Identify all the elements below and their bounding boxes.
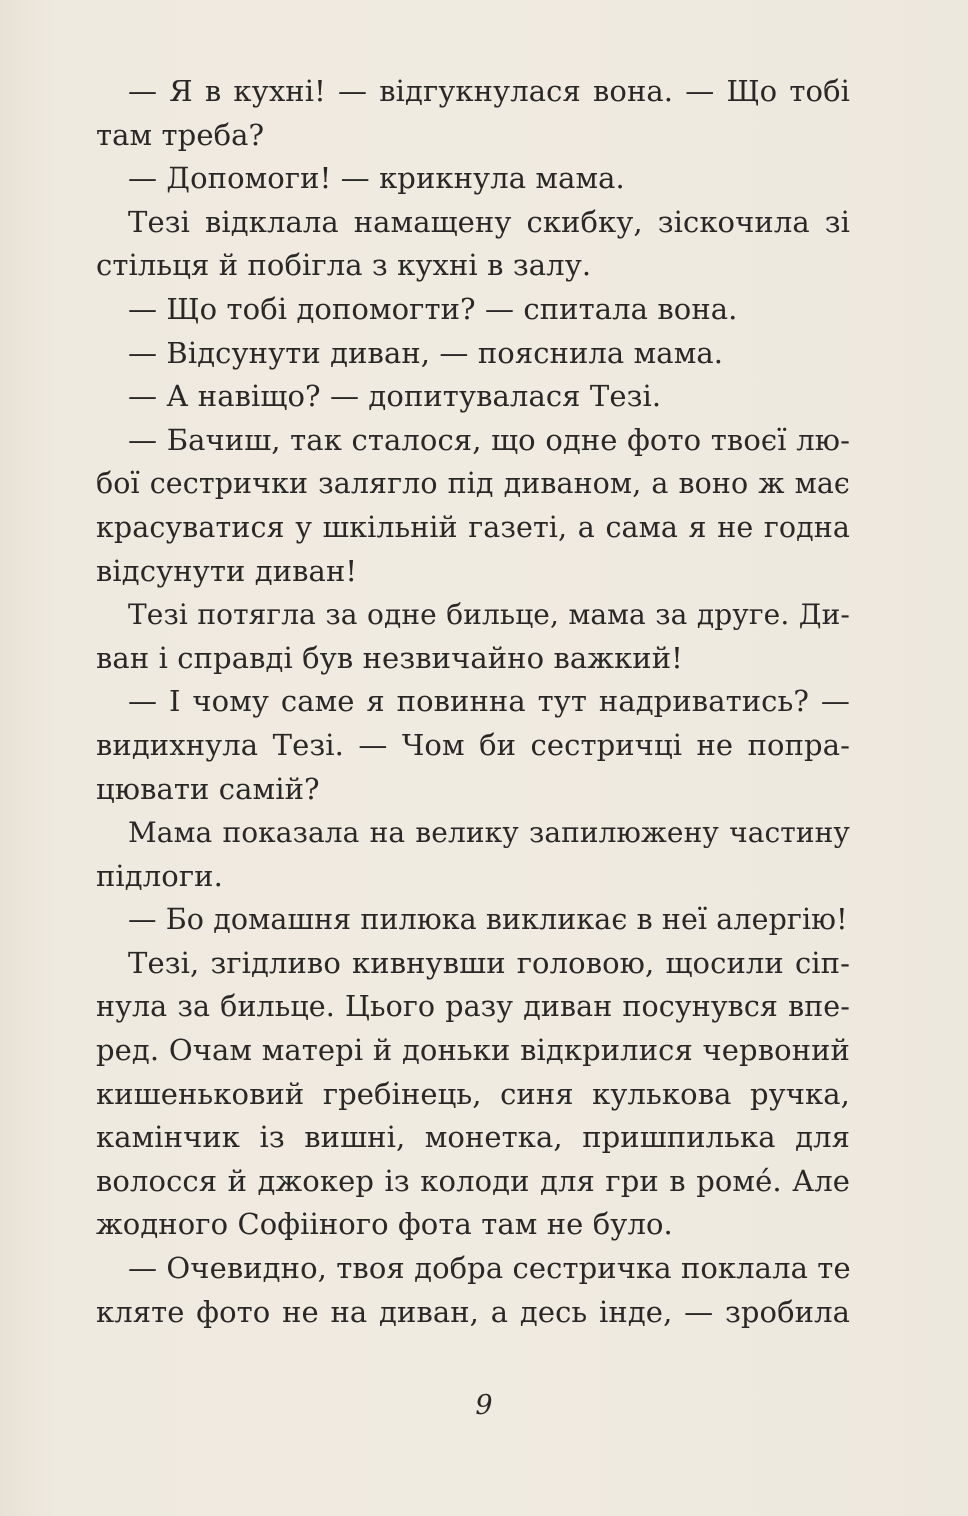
text-line: стільця й побігла з кухні в залу. — [96, 248, 592, 283]
text-line: ван і справді був незвичайно важкий! — [96, 640, 683, 675]
text-line: бої сестрички залягло під диваном, а воно ж має — [96, 467, 850, 501]
text-line: волосся й джокер із колоди для гри в ромé. Але — [96, 1163, 850, 1198]
text-line: — Бо домашня пилюка викликає в неї алергію! — [128, 903, 848, 937]
text-line: красуватися у шкільній газеті, а сама я не годна — [96, 510, 850, 544]
text-line: — Відсунути диван, — пояснила мама. — [128, 335, 724, 370]
text-line: — Я в кухні! — відгукнулася вона. — Що тобі — [128, 74, 850, 108]
text-line: — Що тобі допомогти? — спитала вона. — [128, 291, 738, 326]
text-line: Тезі, згідливо кивнувши головою, щосили сіп- — [128, 945, 850, 980]
text-line: Мама показала на велику запилюжену частину — [128, 816, 850, 850]
text-line: кляте фото не на диван, а десь інде, — зробила — [96, 1294, 850, 1329]
text-line: видихнула Тезі. — Чом би сестричці не попра- — [96, 727, 850, 762]
text-line: ред. Очам матері й доньки відкрилися червоний — [96, 1033, 850, 1068]
text-line: там треба? — [96, 117, 265, 152]
text-line: Тезі відклала намащену скибку, зіскочила зі — [128, 204, 850, 239]
text-line: підлоги. — [96, 858, 223, 893]
text-line: кишеньковий гребінець, синя кулькова ручка, — [96, 1076, 850, 1111]
text-line: цювати самій? — [96, 771, 320, 806]
text-line: — І чому саме я повинна тут надриватись? — — [128, 684, 850, 719]
text-line: — Бачиш, так сталося, що одне фото твоєї лю- — [128, 422, 850, 457]
text-line: Тезі потягла за одне бильце, мама за друге. Ди- — [128, 598, 850, 632]
text-line: — Очевидно, твоя добра сестричка поклала те — [128, 1251, 851, 1286]
text-line: камінчик із вишні, монетка, пришпилька для — [96, 1120, 850, 1155]
text-line: нула за бильце. Цього разу диван посунувся впе- — [96, 990, 850, 1024]
text-line: відсунути диван! — [96, 553, 358, 588]
body-text — [96, 70, 850, 1334]
text-line: — Допомоги! — крикнула мама. — [128, 161, 625, 196]
text-line: — А навіщо? — допитувалася Тезі. — [128, 379, 662, 414]
page-number: 9 — [475, 1390, 493, 1421]
text-line: жодного Софііного фота там не було. — [96, 1207, 673, 1242]
